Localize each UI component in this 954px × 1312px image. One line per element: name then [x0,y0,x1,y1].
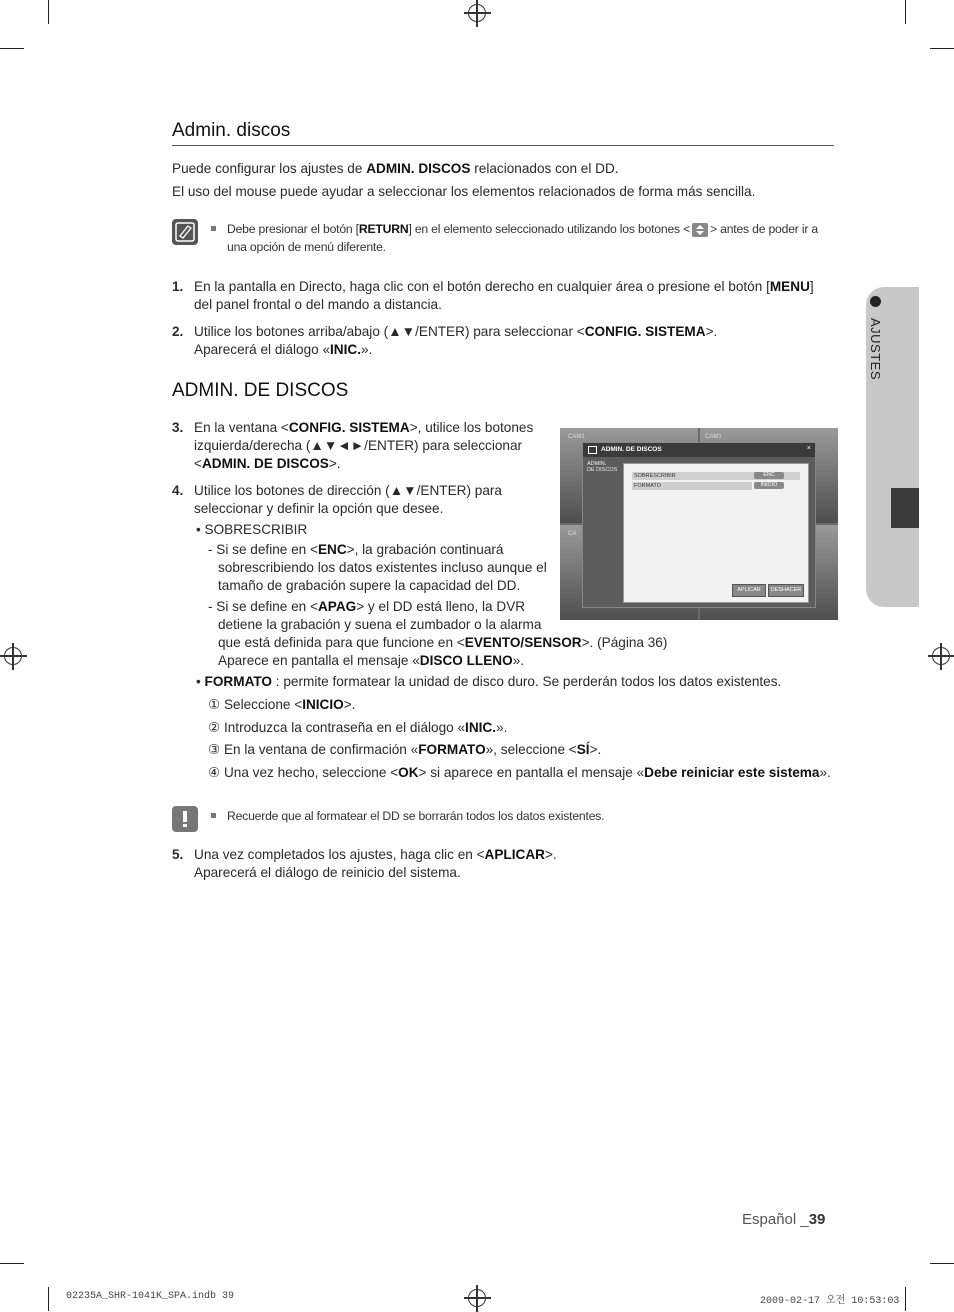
step-number: 5. [172,847,184,862]
dialog-titlebar [583,443,815,457]
section-title: ADMIN. DE DISCOS [172,380,349,401]
print-footer-right: 2009-02-17 오전 10:53:03 [760,1296,900,1307]
step-1-line-2: del panel frontal o del mando a distancia. [194,297,442,312]
step-3-line-3: <ADMIN. DE DISCOS>. [194,456,341,471]
formato-step-3: ③ En la ventana de confirmación «FORMATO», seleccione <SÍ>. [208,742,602,757]
step-4-line-2: seleccionar y definir la opción que desee. [194,501,444,516]
row-sobrescribir[interactable]: SOBRESCRIBIR [632,472,800,480]
sidebar-item-admin-discos[interactable]: ADMIN. DE DISCOS [587,461,618,473]
crop-mark [48,1287,49,1311]
sobre-a-2: sobrescribiendo los datos existentes incluso aunque el [218,560,547,575]
step-3-line-1: En la ventana <CONFIG. SISTEMA>, utilice los botones [194,420,534,435]
step-3-line-2: izquierda/derecha (▲▼◄►/ENTER) para seleccionar [194,438,523,453]
updown-button-icon [692,223,708,237]
sobre-b-3: que está definida para que funcione en <EVENTO/SENSOR>. (Página 36) [218,635,668,650]
option-formato: • FORMATO : permite formatear la unidad de disco duro. Se perderán todos los datos existentes. [196,674,782,689]
bullet-square-icon [211,813,216,818]
step-number: 3. [172,420,184,435]
step-1-line-1: En la pantalla en Directo, haga clic con el botón derecho en cualquier área o presione el botón [MENU] [194,279,814,294]
crop-mark [905,0,906,24]
step-5-line-2: Aparecerá el diálogo de reinicio del sistema. [194,865,461,880]
camera-label: CA [568,531,577,537]
sobre-a-1: - Si se define en <ENC>, la grabación continuará [208,542,504,557]
sobre-a-3: tamaño de grabación supere la capacidad del DD. [218,578,521,593]
step-number: 4. [172,483,184,498]
sobre-b-4: Aparece en pantalla el mensaje «DISCO LLENO». [218,653,525,668]
side-tab-marker [891,488,919,528]
formato-step-1: ① Seleccione <INICIO>. [208,697,356,712]
step-2-line-2: Aparecerá el diálogo «INIC.». [194,342,373,357]
registration-mark-icon [4,647,22,665]
undo-button[interactable]: DESHACER [768,584,804,597]
dialog-title: ADMIN. DE DISCOS [601,446,662,453]
crop-mark [0,1263,24,1264]
registration-mark-icon [468,1289,486,1307]
camera-label: CAM1 [568,434,585,440]
step-number: 1. [172,279,184,294]
crop-mark [930,1263,954,1264]
option-sobrescribir: • SOBRESCRIBIR [196,522,308,537]
intro-line-2: El uso del mouse puede ayudar a seleccionar los elementos relacionados de forma más sencilla. [172,184,756,199]
formato-inicio-button[interactable]: INICIO [754,482,784,489]
sobre-b-1: - Si se define en <APAG> y el DD está lleno, la DVR [208,599,526,614]
note-text-1: Debe presionar el botón [RETURN] en el elemento seleccionado utilizando los botones < > antes de poder ir a [227,222,818,236]
crop-mark [930,48,954,49]
close-icon[interactable]: × [806,445,811,452]
warning-icon [172,806,198,832]
crop-mark [48,0,49,24]
note-icon [172,219,198,245]
registration-mark-icon [932,647,950,665]
page-number: Español _39 [742,1211,826,1228]
note-text-2: una opción de menú diferente. [227,240,386,254]
sobrescribir-select[interactable]: ENC [754,472,784,479]
step-number: 2. [172,324,184,339]
warning-text: Recuerde que al formatear el DD se borrarán todos los datos existentes. [227,809,605,823]
step-5-line-1: Una vez completados los ajustes, haga clic en <APLICAR>. [194,847,557,862]
crop-mark [0,48,24,49]
bullet-dot-icon [870,296,881,307]
intro-line-1: Puede configurar los ajustes de ADMIN. DISCOS relacionados con el DD. [172,161,619,176]
row-formato[interactable]: FORMATO [632,482,752,490]
apply-button[interactable]: APLICAR [732,584,766,597]
admin-discos-dialog [582,442,816,608]
crop-mark [905,1287,906,1311]
step-2-line-1: Utilice los botones arriba/abajo (▲▼/ENTER) para seleccionar <CONFIG. SISTEMA>. [194,324,718,339]
print-footer-left: 02235A_SHR-1041K_SPA.indb 39 [66,1291,235,1302]
formato-step-2: ② Introduzca la contraseña en el diálogo «INIC.». [208,720,508,735]
sobre-b-2: detiene la grabación y suena el zumbador o la alarma [218,617,542,632]
dialog-sidebar [587,461,621,601]
registration-mark-icon [468,4,486,22]
step-4-line-1: Utilice los botones de dirección (▲▼/ENTER) para [194,483,502,498]
page-title: Admin. discos [172,120,291,141]
camera-label: CAM1 [705,434,722,440]
side-tab-label: AJUSTES [868,318,883,381]
dialog-panel [623,463,809,603]
title-rule [172,145,834,146]
bullet-square-icon [211,226,216,231]
formato-step-4: ④ Una vez hecho, seleccione <OK> si aparece en pantalla el mensaje «Debe reiniciar este sistema». [208,765,831,780]
disk-icon [588,446,597,454]
